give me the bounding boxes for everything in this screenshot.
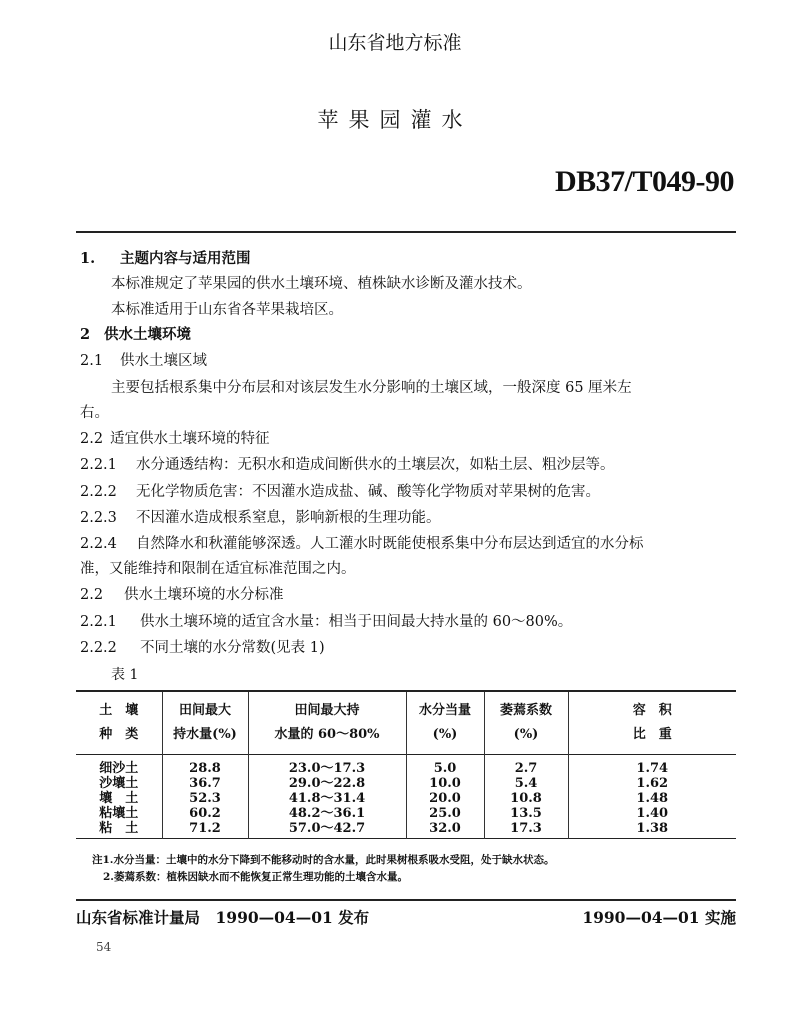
table-cell: 沙壤土 [99, 776, 139, 791]
section-heading-1: 1. 主题内容与适用范围 [80, 250, 251, 267]
table-cell: 10.8 [484, 791, 568, 806]
table-cell: 粘壤土 [99, 806, 139, 821]
paragraph: 本标准适用于山东省各苹果栽培区。 [111, 302, 343, 318]
footer-effective: 1990—04—01 实施 [582, 908, 736, 927]
table-header-cell: 萎蔫系数 (%) [484, 691, 568, 755]
table-cell: 23.0～17.3 [248, 755, 406, 777]
table-cell: 41.8～31.4 [248, 791, 406, 806]
table-cell: 57.0～42.7 [248, 821, 406, 839]
table-cell: 17.3 [484, 821, 568, 839]
table-row [76, 806, 736, 821]
clause-2-2-2b: 2.2.2 不同土壤的水分常数(见表 1) [80, 640, 325, 656]
table-row [76, 821, 736, 839]
paragraph: 准，又能维持和限制在适宜标准范围之内。 [80, 561, 356, 577]
bottom-rule [76, 899, 736, 901]
table-cell: 1.74 [568, 755, 736, 777]
table-cell: 28.8 [162, 755, 248, 777]
section-heading-2-2b: 2.2 供水土壤环境的水分标准 [80, 587, 284, 603]
table-header-cell: 土 壤 种 类 [99, 703, 139, 742]
clause-2-2-3: 2.2.3 不因灌水造成根系窒息，影响新根的生理功能。 [80, 510, 441, 526]
page-number: 54 [96, 940, 112, 954]
table-cell: 20.0 [406, 791, 484, 806]
table-row [76, 791, 736, 806]
document-header-org: 山东省地方标准 [328, 32, 462, 54]
table-cell: 25.0 [406, 806, 484, 821]
table-cell: 48.2～36.1 [248, 806, 406, 821]
table-cell: 壤 土 [99, 791, 139, 806]
clause-2-2-2: 2.2.2 无化学物质危害：不因灌水造成盐、碱、酸等化学物质对苹果树的危害。 [80, 484, 600, 500]
paragraph: 本标准规定了苹果园的供水土壤环境、植株缺水诊断及灌水技术。 [111, 276, 532, 292]
table-cell: 1.38 [568, 821, 736, 839]
clause-2-2-4: 2.2.4 自然降水和秋灌能够深透。人工灌水时既能使根系集中分布层达到适宜的水分标 [80, 536, 644, 552]
paragraph: 主要包括根系集中分布层和对该层发生水分影响的土壤区域，一般深度 65 厘米左 [111, 380, 632, 396]
table-cell: 1.48 [568, 791, 736, 806]
table-cell: 52.3 [162, 791, 248, 806]
table-header-row [76, 691, 736, 755]
table-cell: 1.40 [568, 806, 736, 821]
table-cell: 13.5 [484, 806, 568, 821]
section-heading-2-2: 2.2 适宜供水土壤环境的特征 [80, 431, 270, 447]
table-cell: 粘 土 [99, 821, 139, 836]
document-title: 苹果园灌水 [317, 108, 473, 132]
table-cell: 2.7 [484, 755, 568, 777]
table-cell: 10.0 [406, 776, 484, 791]
table-row [76, 755, 736, 777]
table-cell: 1.62 [568, 776, 736, 791]
table-caption: 表 1 [111, 667, 139, 683]
table-header-cell: 田间最大持 水量的 60～80% [248, 691, 406, 755]
paragraph: 右。 [80, 405, 109, 421]
table-cell: 细沙土 [99, 761, 139, 776]
soil-water-table [76, 690, 736, 839]
table-header-cell: 水分当量 (%) [406, 691, 484, 755]
section-heading-2-1: 2.1 供水土壤区域 [80, 353, 207, 369]
table-note-2: 2.萎蔫系数：植株因缺水而不能恢复正常生理功能的土壤含水量。 [103, 871, 408, 883]
section-heading-2: 2 供水土壤环境 [80, 326, 191, 343]
clause-2-2-1b: 2.2.1 供水土壤环境的适宜含水量：相当于田间最大持水量的 60～80%。 [80, 614, 573, 630]
table-cell: 32.0 [406, 821, 484, 839]
table-cell: 60.2 [162, 806, 248, 821]
table-cell: 71.2 [162, 821, 248, 839]
table-cell: 36.7 [162, 776, 248, 791]
top-rule [76, 231, 736, 233]
table-note-1: 注1.水分当量：土壤中的水分下降到不能移动时的含水量，此时果树根系吸水受阻，处于缺水状态。 [92, 854, 555, 866]
table-cell: 5.4 [484, 776, 568, 791]
table-cell: 29.0～22.8 [248, 776, 406, 791]
table-header-cell: 容 积 比 重 [568, 691, 736, 755]
table-header-cell: 田间最大 持水量(%) [162, 691, 248, 755]
standard-code: DB37/T049-90 [554, 165, 734, 198]
clause-2-2-1: 2.2.1 水分通透结构：无积水和造成间断供水的土壤层次，如粘土层、粗沙层等。 [80, 457, 615, 473]
table-cell: 5.0 [406, 755, 484, 777]
footer-issuer: 山东省标准计量局 1990—04—01 发布 [76, 908, 370, 927]
table-row [76, 776, 736, 791]
